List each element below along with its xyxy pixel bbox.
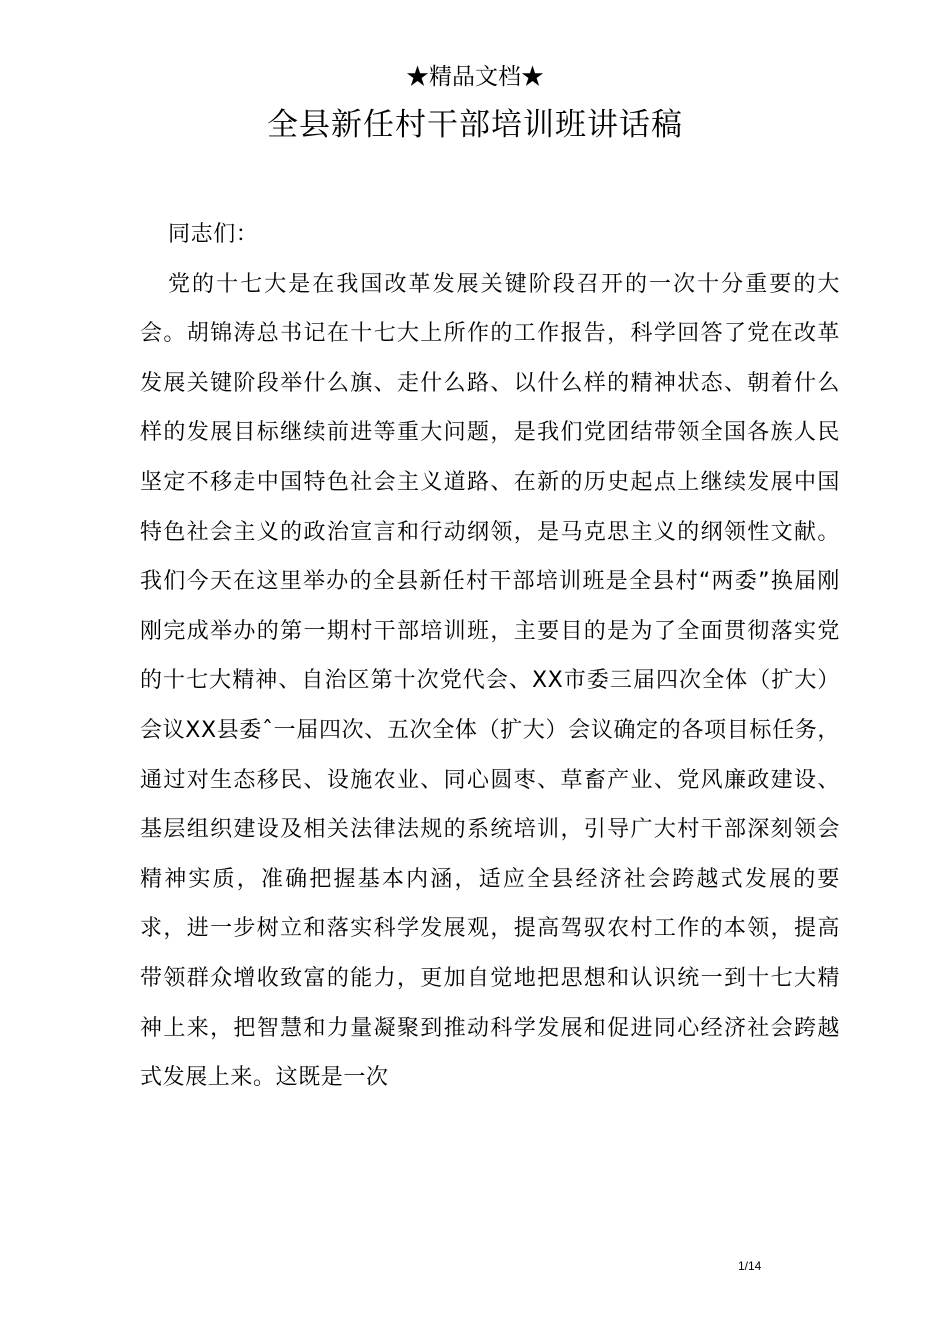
salutation: 同志们： xyxy=(168,222,259,247)
document-body xyxy=(140,210,840,1103)
body-paragraph: 党的十七大是在我国改革发展关键阶段召开的一次十分重要的大会。胡锦涛总书记在十七大上所作的工作报告，科学回答了党在改革发展关键阶段举什么旗、走什么路、以什么样的精神状态、朝着什么样的发展目标继续前进等重大问题，是我们党团结带领全国各族人民坚定不移走中国特色社会主义道路、在新的历史起点上继续发展中国特色社会主义的政治宣言和行动纲领，是马克思主义的纲领性文献。我们今天在这里举办的全县新任村干部培训班是全县村“两委”换届刚刚完成举办的第一期村干部培训班，主要目的是为了全面贯彻落实党的十七大精神、自治区第十次党代会、XX市委三届四次全体（扩大）会议XX县委ˆ一届四次、五次全体（扩大）会议确定的各项目标任务，通过对生态移民、设施农业、同心圆枣、草畜产业、党风廉政建设、基层组织建设及相关法律法规的系统培训，引导广大村干部深刻领会精神实质，准确把握基本内涵，适应全县经济社会跨越式发展的要求，进一步树立和落实科学发展观，提高驾驭农村工作的本领，提高带领群众增收致富的能力，更加自觉地把思想和认识统一到十七大精神上来，把智慧和力量凝聚到推动科学发展和促进同心经济社会跨越式发展上来。这既是一次 xyxy=(140,271,840,1091)
document-title: 全县新任村干部培训班讲话稿 xyxy=(267,107,683,143)
document-badge: ★精品文档★ xyxy=(406,64,544,90)
page-number: 1/14 xyxy=(738,1259,762,1273)
